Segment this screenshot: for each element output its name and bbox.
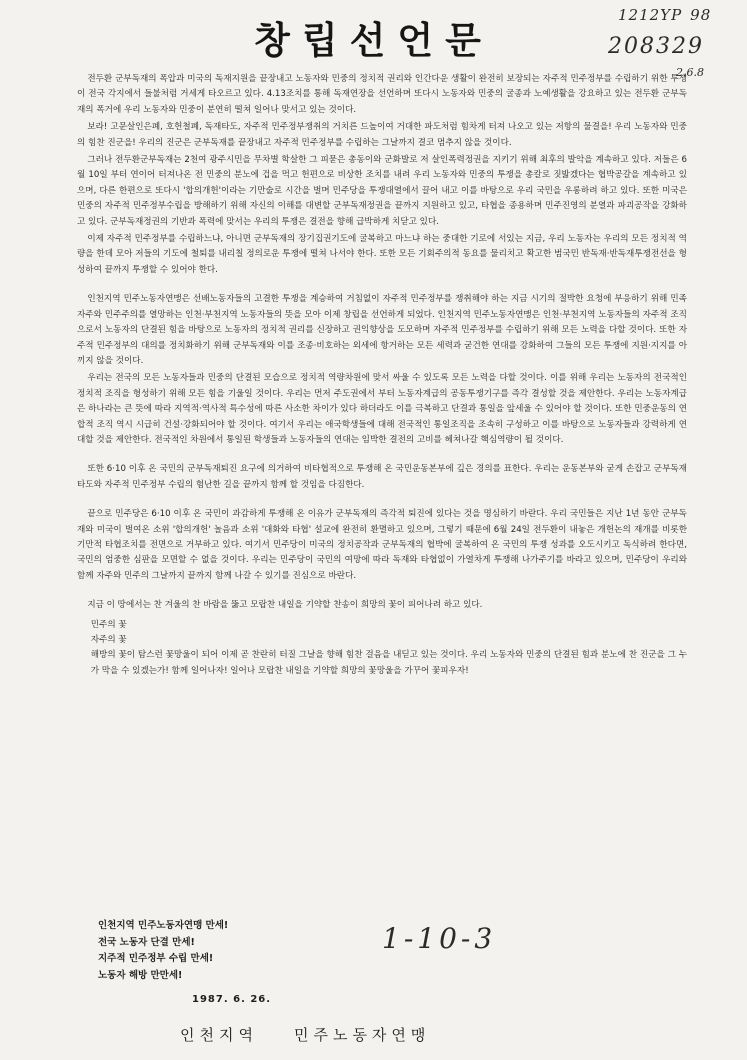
handwritten-margin-note: 1-10-3 bbox=[382, 922, 497, 955]
cheer-item: 전국 노동자 단결 만세! bbox=[98, 936, 195, 948]
handwritten-archive-date: 2.6.8 bbox=[676, 66, 704, 79]
cheer-item: 노동자 해방 만만세! bbox=[98, 969, 183, 981]
paragraph-5: 인천지역 민주노동자연맹은 선배노동자들의 고결한 투쟁을 계승하여 거침없이 자주적 민주정부를 쟁취해야 하는 지금 시기의 절박한 요청에 부응하기 위해 민족자주와 민주주의를 열망하는 인천·부천지역 노동자들의 뜻을 모아 이제 창립을 선언하게 되었다. 인천지역 민주노동자연맹은 인천·부천지역 노동자들의 자주적 조직으로서 노동자의 단결된 힘을 바탕으로 노동자의 정치적 권리를 신장하고 권익향상을 도모하며 자주적 민주정부를 수립하기 위해 모든 노력을 다할 것이다. 또한 자주적 민주정부의 대의를 정치화하기 위해 군부독재와 이를 조종·비호하는 외세에 항거하는 모든 세력과 굳건한 연대를 강화하여 그들의 모든 투쟁에 지원·지지를 아끼지 않을 것이다. bbox=[77, 294, 687, 366]
paragraph-8: 끝으로 민주당은 6·10 이후 온 국민이 과감하게 투쟁해 온 이유가 군부독재의 즉각적 퇴진에 있다는 것을 명심하기 바란다. 우리 국민들은 지난 1년 동안 군부독재와 미국이 벌여온 소위 '합의개헌' 놀음과 소위 '대화와 타협' 설교에 완전히 환멸하고 있으며, 그렇기 때문에 6월 24일 전두환이 내놓은 개헌논의 재개를 비롯한 기만적 타협조치를 전면으로 거부하고 있다. 여기서 민주당이 미국의 정치공작과 군부독재의 협박에 굴복하여 온 국민의 투쟁 성과를 오도시키고 독식하려 한다면, 국민의 엄중한 심판을 모면할 수 없을 것이다. 우리는 민주당이 국민의 여망에 따라 독재와 타협없이 가열차게 투쟁해 나가주기를 바라고 있으며, 민주당이 우리와 함께 자주와 민주의 그날까지 끝까지 함께 나갈 수 있기를 진심으로 바란다. bbox=[77, 509, 687, 581]
paragraph-1: 전두환 군부독재의 폭압과 미국의 독재지원을 끝장내고 노동자와 민중의 정치적 권리와 인간다운 생활이 완전히 보장되는 자주적 민주정부를 수립하기 위한 투쟁이 전국 각지에서 들불처럼 거세게 타오르고 있다. 4.13조치를 통해 독재연장을 선언하며 또다시 노동자와 민중의 굴종과 노예생활을 강요하고 있는 전두환 군부독재의 폭거에 우리 노동자와 민중이 분연히 떨쳐 일어나 맞서고 있는 것이다. bbox=[77, 74, 687, 115]
document-title: 창립선언문 bbox=[254, 19, 493, 62]
document-body bbox=[77, 72, 687, 679]
organization-name bbox=[180, 1024, 430, 1045]
paragraph-9: 지금 이 땅에서는 찬 겨울의 찬 바람을 뚫고 모랍찬 내일을 기약할 찬송이 희망의 꽃이 피어나려 하고 있다. bbox=[87, 600, 483, 611]
cheers-list bbox=[98, 918, 228, 984]
paragraph-6: 우리는 전국의 모든 노동자들과 민중의 단결된 모습으로 정치적 역량차원에 맞서 싸울 수 있도록 모든 노력을 다할 것이다. 이를 위해 우리는 노동자의 전국적인 정치적 조직을 형성하기 위해 모든 힘을 기울일 것이다. 우리는 먼저 주도권에서 부터 노동자계급의 공동투쟁기구를 즉각 결성할 것을 제안한다. 우리는 노동자계급은 하나라는 큰 뜻에 따라 지역적·역사적 특수성에 따른 사소한 차이가 있다 하더라도 이를 극복하고 단결과 통일을 앞세울 수 있어야 할 것이다. 또한 민중운동의 연합적 조직 역시 시급히 건설·강화되어야 할 것이다. 여기서 우리는 애국학생들에 대해 전국적인 통일조직을 조속히 구성하고 이를 바탕으로 노동자들과 강력하게 연대할 것을 제안한다. 전국적인 차원에서 통일된 학생들과 노동자들의 연대는 임박한 결전의 고비를 헤쳐나갈 핵심역량이 될 것이다. bbox=[77, 373, 687, 445]
paragraph-4: 이제 자주적 민주정부를 수립하느냐, 아니면 군부독재의 장기집권기도에 굴복하고 마느냐 하는 중대한 기로에 서있는 지금, 우리 노동자는 우리의 모든 정치적 역량을 한데 모아 저들의 기도에 철퇴를 내리칠 정의로운 투쟁에 떨쳐 나서야 한다. 또한 모든 기회주의적 동요를 물리치고 확고한 범국민 반독재·반독재투쟁전선을 형성하여 끝까지 투쟁할 수 있어야 한다. bbox=[77, 234, 687, 275]
top-small-number-text: 98 bbox=[690, 6, 712, 24]
paragraph-3: 그러나 전두환군부독재는 2천여 광주시민을 무차별 학살한 그 피묻은 총동이와 군화발로 저 살인폭력정권을 지키기 위해 최후의 발악을 계속하고 있다. 저들은 6월 10일 부터 연이어 터져나온 전 민중의 분노에 겁을 먹고 헌편으로 비상한 조치를 내려 우리 노동자와 민중의 투쟁을 총칼로 짓밟겠다는 협박공갈을 계속하고 있으며, 다른 한편으로 또다시 '합의개헌'이라는 기만술로 시간을 벌며 민주당을 투쟁대열에서 끌어 내고 이를 바탕으로 우리 국민을 우롱하려 하고 있다. 또한 미국은 민중의 자주적 민주정부수립을 방해하기 위해 자신의 이해를 대변할 군부독재정권을 끝까지 지원하고 있고, 타협을 종용하며 민주진영의 분열과 파괴공작을 강화하고 있다. 군부독재정권의 기반과 폭력에 맞서는 우리의 투쟁은 결전을 향해 급박하게 치닫고 있다. bbox=[77, 155, 687, 227]
cheer-item: 인천지역 민주노동자연맹 만세! bbox=[98, 920, 229, 931]
slogan-line-1: 민주의 꽃 bbox=[90, 619, 127, 630]
handwritten-archive-number: 208329 bbox=[608, 34, 704, 59]
slogan-line-2: 자주의 꽃 bbox=[90, 635, 127, 645]
org-name-part-2: 민주노동자연맹 bbox=[293, 1026, 431, 1044]
cheer-item: 지주적 민주정부 수립 만세! bbox=[98, 953, 214, 965]
paragraph-7: 또한 6·10 이후 온 국민의 군부독재퇴진 요구에 의거하여 비타협적으로 투쟁해 온 국민운동본부에 깊은 경의를 표한다. 우리는 운동본부와 굳게 손잡고 군부독재 타도와 자주적 민주정부 수립의 험난한 길을 끝까지 함께 할 것임을 다짐한다. bbox=[77, 464, 687, 490]
document-date: 1987. 6. 26. bbox=[192, 994, 272, 1005]
org-name-part-1: 인천지역 bbox=[180, 1026, 258, 1044]
slogan-line-3: 해방의 꽃이 탐스런 꽃망울이 되어 이제 곧 찬란히 터질 그날을 향해 힘찬 걸음을 내딛고 있는 것이다. 우리 노동자와 민중의 단결된 힘과 분노에 찬 진군을 그 누가 막을 수 있겠는가! 함께 일어나자! 일어나 모랍찬 내일을 기약할 희망의 꽃망울을 가꾸어 꽃피우자! bbox=[90, 650, 687, 676]
paragraph-2: 보라! 고문살인은폐, 호헌철폐, 독재타도, 자주적 민주정부쟁취의 거치른 드높이여 거대한 파도처럼 힘차게 터져 나오고 있는 저항의 물결을! 우리 노동자와 민중의 힘찬 진군을! 우리의 진군은 군부독재를 끝장내고 자주적 민주정부를 수립하는 그날까지 결코 멈추지 않을 것이다. bbox=[77, 122, 687, 148]
top-number-text: 1212YP bbox=[618, 6, 683, 24]
slogan-block bbox=[77, 618, 687, 680]
